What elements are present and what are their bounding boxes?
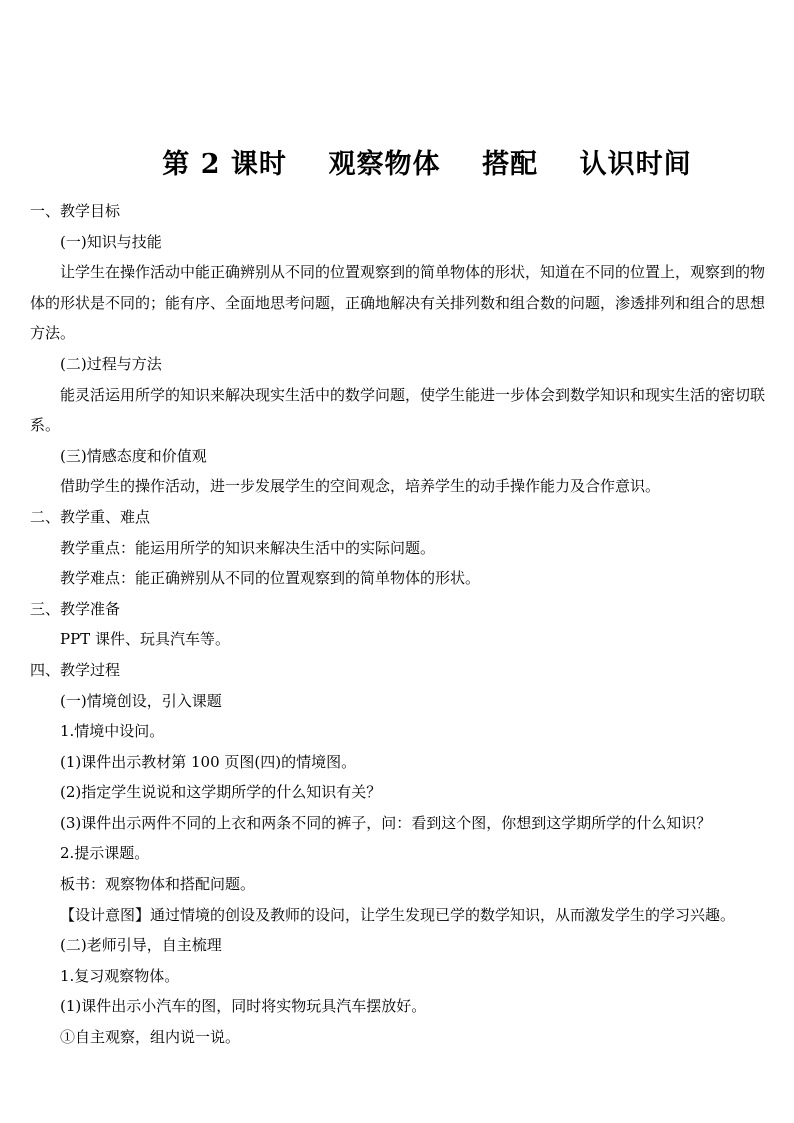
subheading-process-method: (二)过程与方法	[60, 354, 162, 373]
list-item: (1)课件出示教材第 100 页图(四)的情境图。	[60, 752, 357, 771]
subheading-attitude-values: (三)情感态度和价值观	[60, 446, 207, 465]
section-heading-preparation: 三、教学准备	[30, 599, 121, 618]
list-item: (1)课件出示小汽车的图，同时将实物玩具汽车摆放好。	[60, 997, 427, 1016]
subheading-situation: (一)情境创设，引入课题	[60, 691, 222, 710]
section-heading-process: 四、教学过程	[30, 660, 121, 679]
paragraph-difficult-point: 教学难点：能正确辨别从不同的位置观察到的简单物体的形状。	[60, 569, 481, 588]
section-heading-objectives: 一、教学目标	[30, 202, 121, 220]
page-title: 第 2 课时 观察物体 搭配 认识时间	[162, 149, 692, 180]
paragraph-preparation: PPT 课件、玩具汽车等。	[60, 630, 230, 649]
subheading-knowledge-skills: (一)知识与技能	[60, 232, 162, 251]
list-item: 2.提示课题。	[60, 844, 150, 863]
list-item: ①自主观察，组内说一说。	[60, 1028, 241, 1047]
paragraph-attitude-values: 借助学生的操作活动，进一步发展学生的空间观念，培养学生的动手操作能力及合作意识。	[60, 477, 661, 496]
subheading-teacher-guide: (二)老师引导，自主梳理	[60, 936, 222, 955]
list-item: 板书：观察物体和搭配问题。	[60, 875, 256, 894]
design-intent-paragraph: 【设计意图】通过情境的创设及教师的设问，让学生发现已学的数学知识，从而激发学生的学习兴趣。	[60, 905, 736, 924]
paragraph-key-point: 教学重点：能运用所学的知识来解决生活中的实际问题。	[60, 538, 436, 557]
list-item: (3)课件出示两件不同的上衣和两条不同的裤子，问：看到这个图，你想到这学期所学的什么知识？	[60, 813, 712, 832]
list-item: 1.情境中设问。	[60, 722, 165, 741]
paragraph-process-method: 能灵活运用所学的知识来解决现实生活中的数学问题，使学生能进一步体会到数学知识和现实生活的密切联系。	[30, 385, 766, 435]
list-item: (2)指定学生说说和这学期所学的什么知识有关？	[60, 783, 382, 802]
section-heading-key-points: 二、教学重、难点	[30, 507, 151, 526]
list-item: 1.复习观察物体。	[60, 966, 180, 985]
document-body	[30, 196, 770, 1053]
paragraph-knowledge-skills: 让学生在操作活动中能正确辨别从不同的位置观察到的简单物体的形状，知道在不同的位置上，观察到的物体的形状是不同的；能有序、全面地思考问题，正确地解决有关排列数和组合数的问题，渗透排列和组合的思想方法。	[30, 263, 766, 343]
